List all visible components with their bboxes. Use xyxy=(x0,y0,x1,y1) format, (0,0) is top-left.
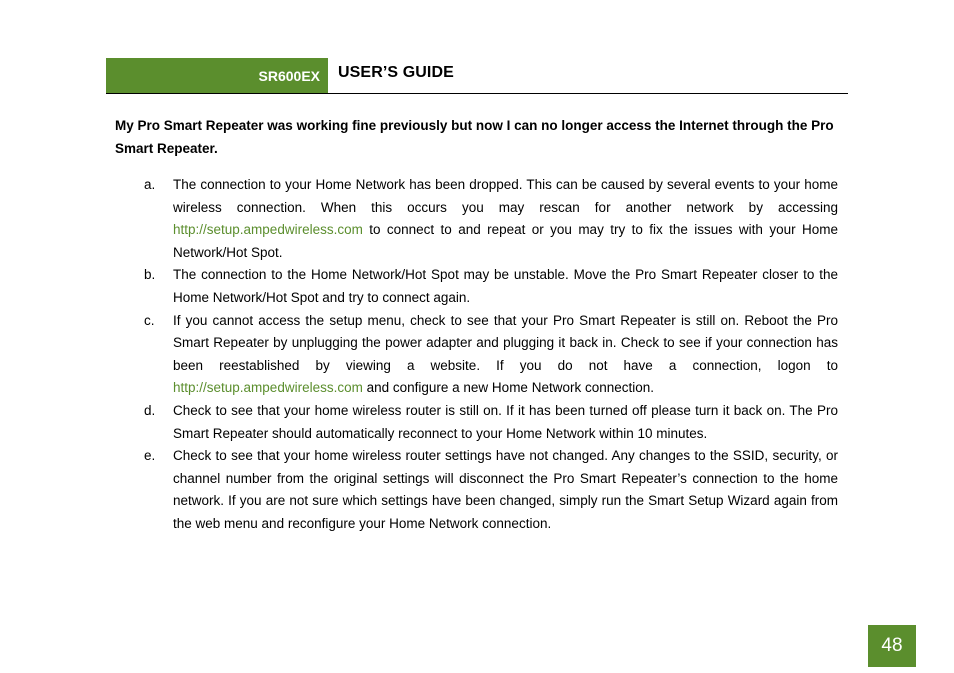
item-letter: c. xyxy=(144,312,155,328)
page-number: 48 xyxy=(868,625,916,667)
item-text: The connection to the Home Network/Hot Spot may be unstable. Move the Pro Smart Repeater closer to the Home Network/Hot Spot and try to connect again. xyxy=(173,267,838,305)
list-item-e xyxy=(144,445,838,535)
header-model-badge xyxy=(106,58,328,93)
item-text xyxy=(173,174,838,264)
item-text xyxy=(173,310,838,400)
list-item-d xyxy=(144,400,838,445)
item-text-part: The connection to your Home Network has been dropped. This can be caused by several events to your home wireless connection. When this occurs you may rescan for another network by accessing xyxy=(173,177,838,215)
list-item-c xyxy=(144,310,838,400)
item-letter: d. xyxy=(144,402,156,418)
header-title: USER’S GUIDE xyxy=(338,64,454,81)
header-model: SR600EX xyxy=(258,67,320,84)
list-item-b xyxy=(144,264,838,309)
item-text: Check to see that your home wireless router is still on. If it has been turned off please turn it back on. The Pro Smart Repeater should automatically reconnect to your Home Network within 10 minutes. xyxy=(173,402,838,441)
answer-list xyxy=(144,174,838,536)
item-text: Check to see that your home wireless router settings have not changed. Any changes to the SSID, security, or channel number from the original settings will disconnect the Pro Smart Repeater’s connection to the home network. If you are not sure which settings have been changed, simply run the Smart Setup Wizard again from the web menu and reconfigure your Home Network connection. xyxy=(173,448,838,531)
setup-link[interactable]: http://setup.ampedwireless.com xyxy=(173,380,363,396)
setup-link[interactable]: http://setup.ampedwireless.com xyxy=(173,222,363,238)
item-text-part: to connect to and repeat or you may try to fix the issues with your Home Network/Hot Spot. xyxy=(173,222,838,260)
item-text-part: If you cannot access the setup menu, check to see that your Pro Smart Repeater is still on. Reboot the Pro Smart Repeater by unplugging the power adapter and plugging it back in. Check to see if your connection has been reestablished by viewing a website. If you do not have a connection, logon to xyxy=(173,312,838,373)
item-letter: a. xyxy=(144,177,156,192)
item-letter: b. xyxy=(144,267,156,283)
list-item-a xyxy=(144,174,838,264)
item-letter: e. xyxy=(144,448,156,464)
question-heading: My Pro Smart Repeater was working fine previously but now I can no longer access the Internet through the Pro Smart Repeater. xyxy=(115,118,834,156)
header-divider xyxy=(106,93,848,94)
item-text-part: and configure a new Home Network connection. xyxy=(362,380,655,396)
